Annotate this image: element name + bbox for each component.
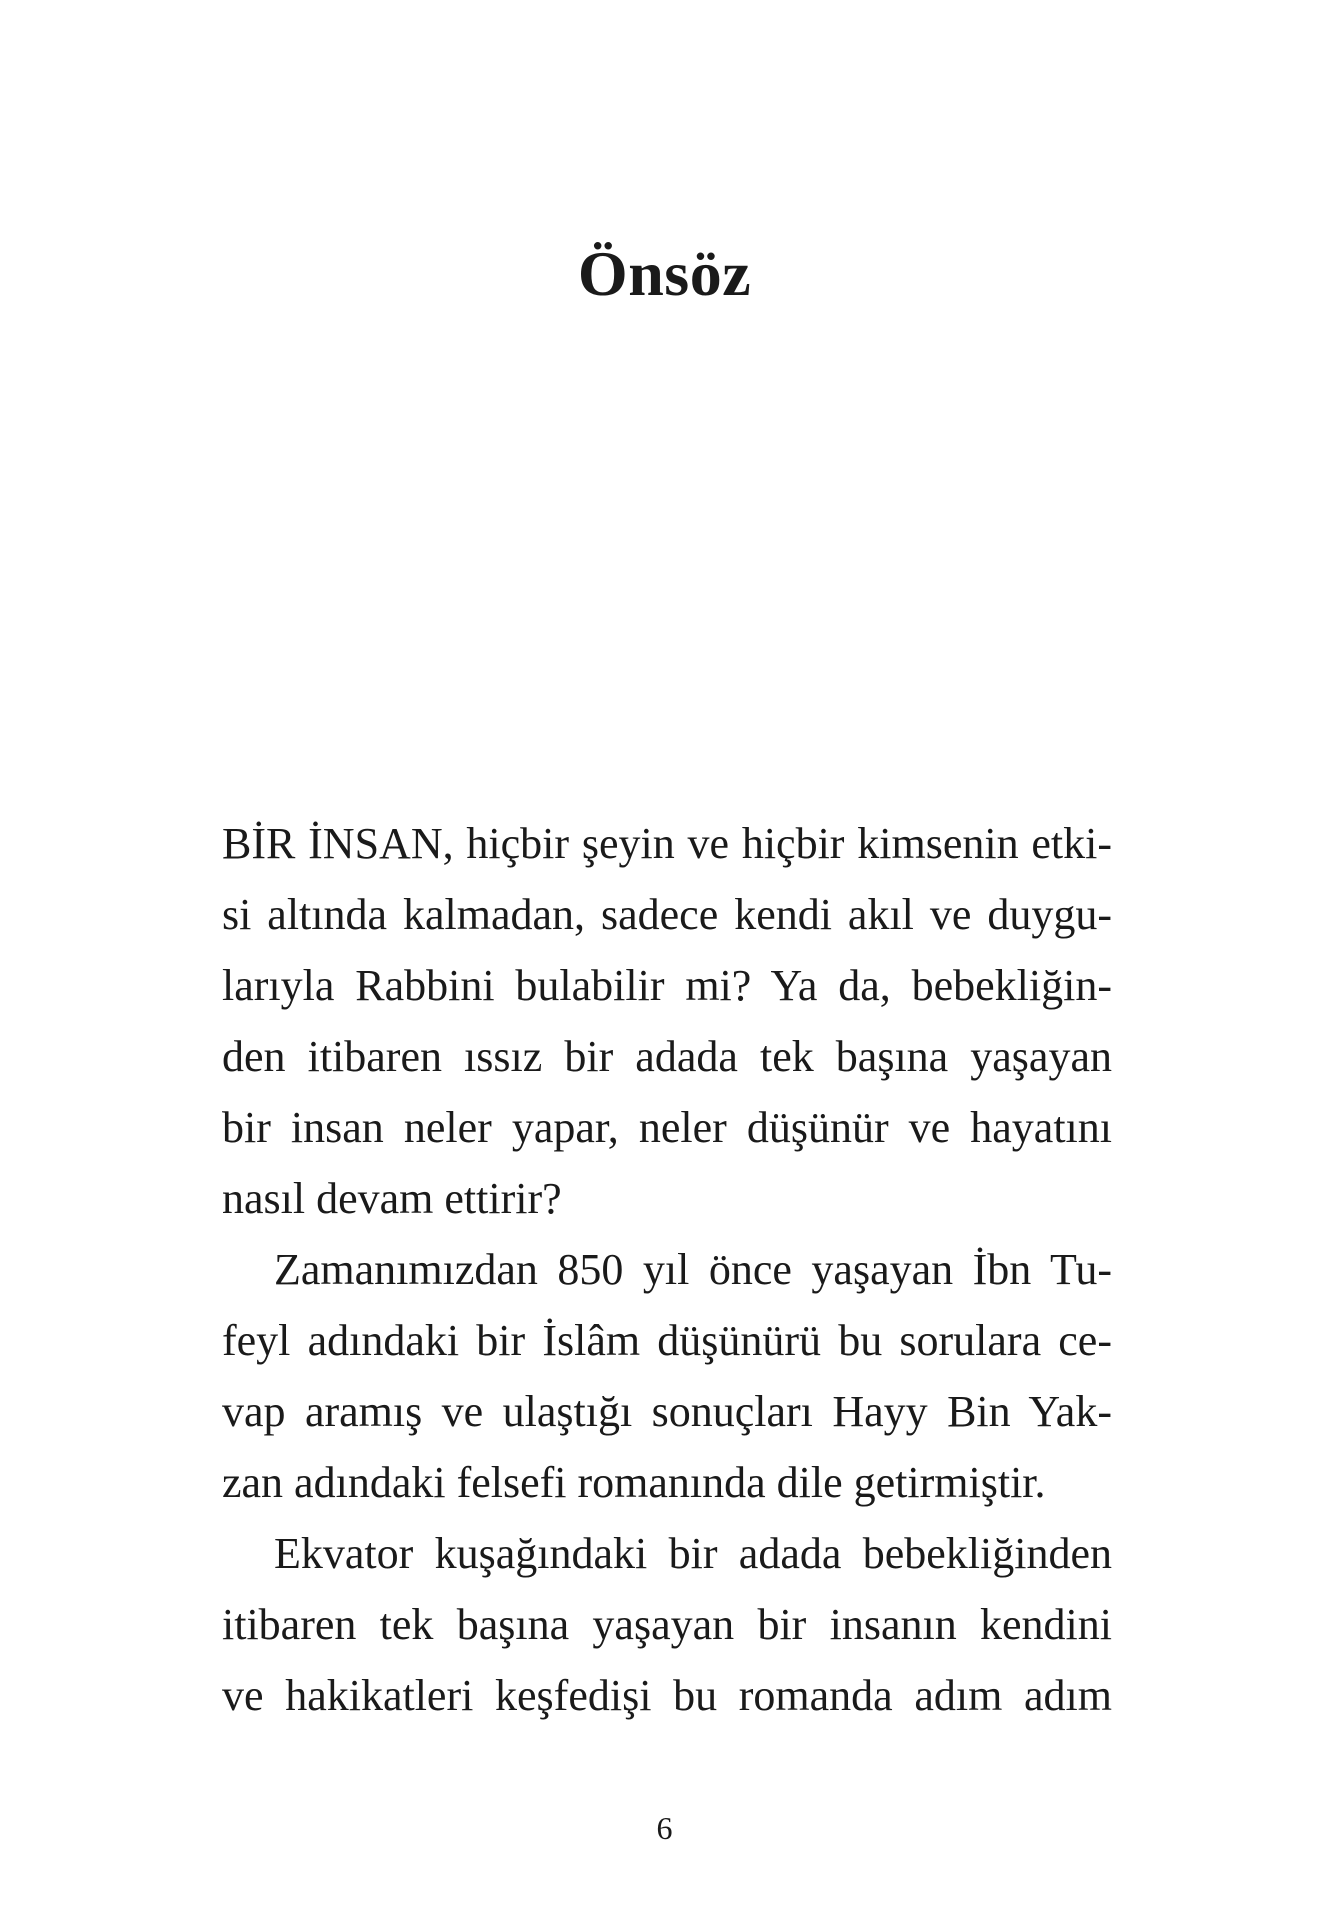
page-title: Önsöz [577,238,752,309]
paragraph-3-line-3: ve hakikatleri keşfedişi bu romanda adım adım [222,1671,1112,1720]
paragraph-1-line-3: larıyla Rabbini bulabilir mi? Ya da, bebekliğin- [222,961,1112,1010]
body-text [222,808,1112,1731]
page-number: 6 [656,1810,673,1846]
paragraph-1-line-2: si altında kalmadan, sadece kendi akıl ve duygu- [222,890,1112,939]
paragraph-3-line-2: itibaren tek başına yaşayan bir insanın kendini [222,1600,1112,1649]
paragraph-1-line-5: bir insan neler yapar, neler düşünür ve hayatını [222,1103,1112,1152]
paragraph-1-line-4: den itibaren ıssız bir adada tek başına yaşayan [222,1032,1112,1081]
paragraph-1-line-6: nasıl devam ettirir? [222,1174,562,1223]
paragraph-2-line-3: vap aramış ve ulaştığı sonuçları Hayy Bin Yak- [222,1387,1112,1436]
paragraph-1-line-1: BİR İNSAN, hiçbir şeyin ve hiçbir kimsenin etki- [222,819,1112,868]
paragraph-2-line-4: zan adındaki felsefi romanında dile getirmiştir. [222,1458,1046,1507]
paragraph-2-line-2: feyl adındaki bir İslâm düşünürü bu sorulara ce- [222,1316,1112,1365]
paragraph-2-line-1: Zamanımızdan 850 yıl önce yaşayan İbn Tu- [274,1245,1112,1294]
paragraph-3-line-1: Ekvator kuşağındaki bir adada bebekliğinden [274,1529,1112,1578]
